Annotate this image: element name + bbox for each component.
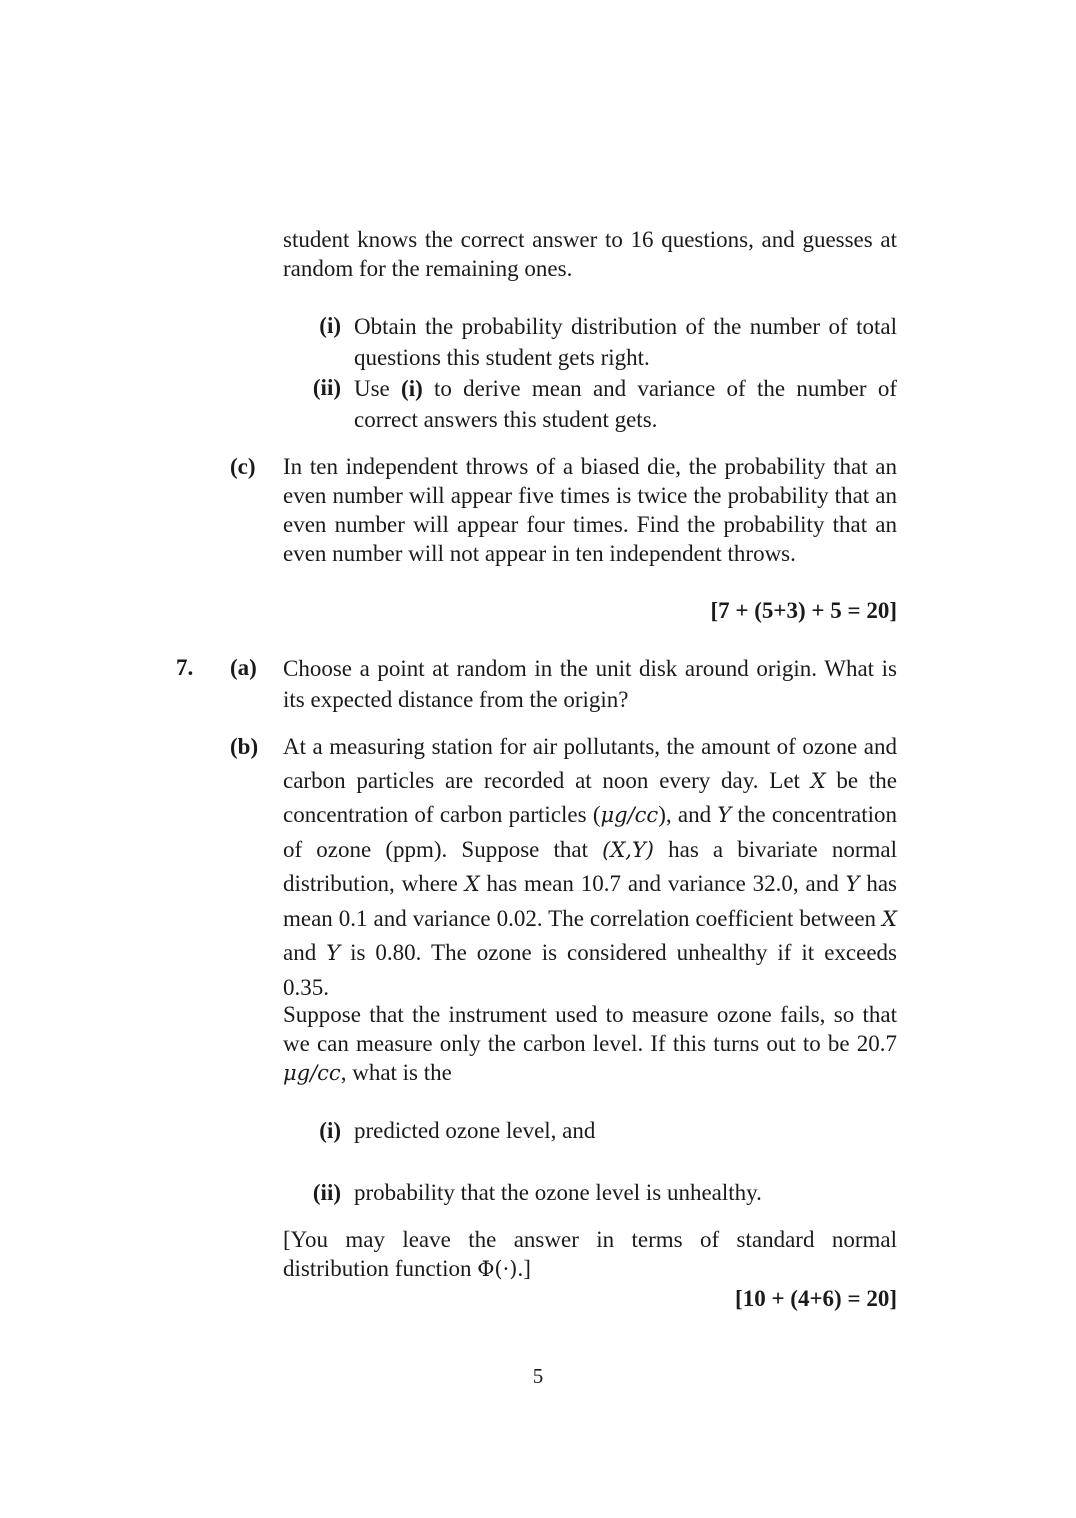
q6b-part-i-text: Obtain the probability distribution of the number of total questions this student gets right.: [354, 314, 897, 370]
q6b-part-i-label: (i): [319, 313, 341, 338]
q7-marks: [10 + (4+6) = 20]: [735, 1286, 897, 1311]
q7b-part-i-label: (i): [319, 1118, 341, 1143]
q7b-part-ii-text: probability that the ozone level is unhealthy.: [354, 1180, 762, 1205]
q6c-text: In ten independent throws of a biased die, the probability that an even number will appear five times is twice the probability that an even number will appear four times. Find the probability that an even number will not appear in ten independent throws.: [283, 454, 897, 566]
pair-xy: (X,Y): [602, 837, 654, 862]
unit-ugcc: μg/cc: [600, 803, 659, 827]
q6b-intro: student knows the correct answer to 16 questions, and guesses at random for the remaining ones.: [283, 227, 897, 281]
q6b-part-ii-label: (ii): [312, 375, 341, 400]
q7b-text: At a measuring station for air pollutants, the amount of ozone and carbon particles are recorded at noon every day. Let X be the concentration of carbon particles (μg/cc), and Y the concentration of ozone (ppm). Suppose that (X,Y) has a bivariate normal distribution, where X has mean 10.7 and variance 32.0, and Y has mean 0.1 and variance 0.02. The correlation coefficient between X and Y is 0.80. The ozone is considered unhealthy if it exceeds 0.35.: [283, 734, 897, 1000]
phi-function: Φ(·): [477, 1257, 518, 1281]
q7b-label: (b): [230, 734, 259, 759]
var-x: X: [810, 768, 826, 793]
q6-marks: [7 + (5+3) + 5 = 20]: [710, 598, 897, 623]
ref-part-i: (i): [401, 376, 423, 401]
q6c-label: (c): [230, 454, 256, 479]
q7b-scenario: Suppose that the instrument used to measure ozone fails, so that we can measure only the carbon level. If this turns out to be 20.7 μg/cc, what is the: [283, 1002, 897, 1085]
q6b-part-ii-text: Use (i) to derive mean and variance of the number of correct answers this student gets.: [354, 376, 897, 432]
var-y: Y: [717, 803, 732, 827]
q7b-part-i-text: predicted ozone level, and: [354, 1118, 596, 1143]
q7b-part-ii-label: (ii): [312, 1180, 341, 1205]
page-number: 5: [532, 1364, 544, 1388]
q7a-label: (a): [230, 655, 257, 680]
q7b-note: [You may leave the answer in terms of standard normal distribution function Φ(·).]: [283, 1227, 897, 1281]
q7-number: 7.: [176, 655, 194, 680]
q7a-text: Choose a point at random in the unit disk around origin. What is its expected distance from the origin?: [283, 656, 897, 712]
